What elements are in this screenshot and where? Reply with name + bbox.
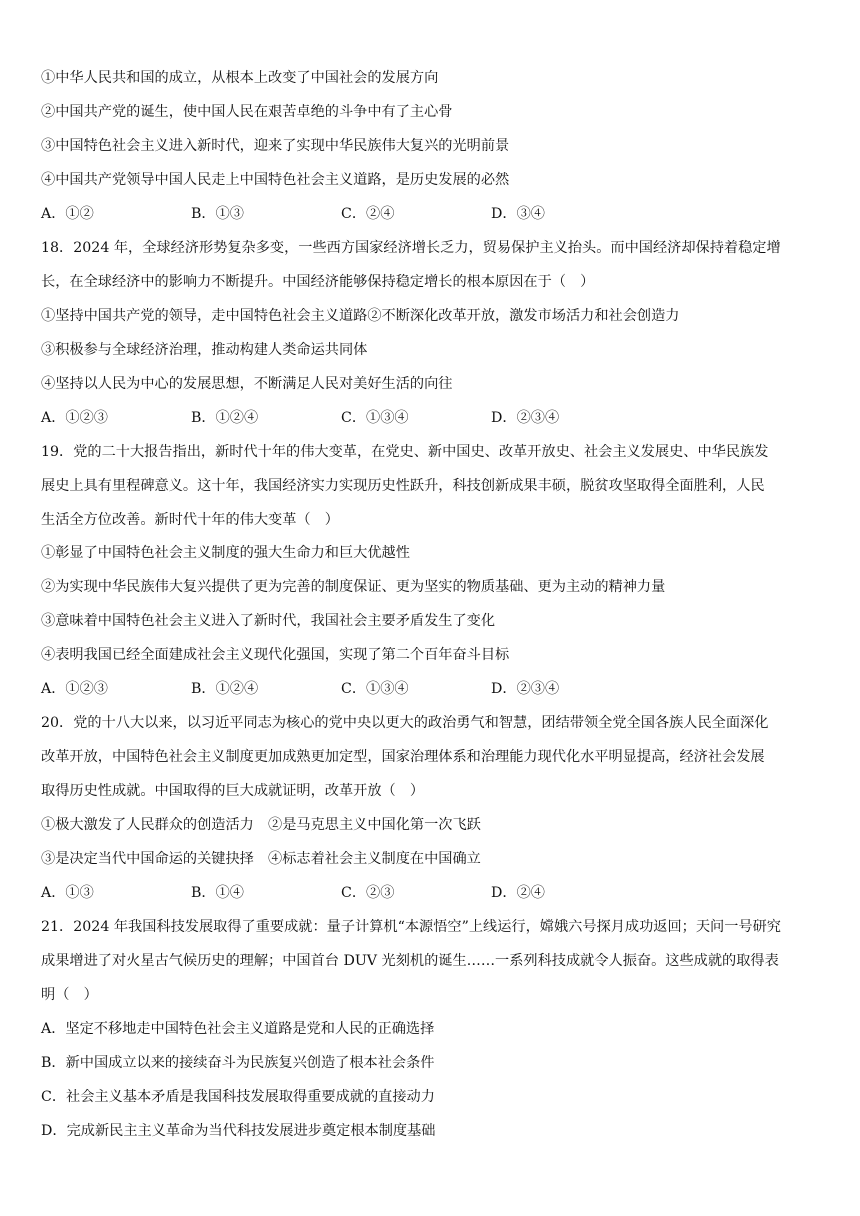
q21-stem-line-3: 明（ ） bbox=[41, 987, 98, 1003]
q20-stem-line-1: 20．党的十八大以来，以习近平同志为核心的党中央以更大的政治勇气和智慧，团结带领全党全国各族人民全面深化 bbox=[41, 715, 769, 731]
q19-option-c[interactable]: C．①③④ bbox=[341, 681, 409, 697]
q18-statement-3: ④坚持以人民为中心的发展思想，不断满足人民对美好生活的向往 bbox=[41, 376, 453, 392]
q18-option-a[interactable]: A．①②③ bbox=[41, 410, 108, 426]
q19-options bbox=[41, 679, 831, 699]
q20-option-c[interactable]: C．②③ bbox=[341, 885, 395, 901]
q18-statement-1: ①坚持中国共产党的领导，走中国特色社会主义道路②不断深化改革开放，激发市场活力和社会创造力 bbox=[41, 308, 680, 324]
q21-option-c[interactable]: C．社会主义基本矛盾是我国科技发展取得重要成就的直接动力 bbox=[41, 1089, 435, 1105]
q18-option-c[interactable]: C．①③④ bbox=[341, 410, 409, 426]
q20-statement-1: ①极大激发了人民群众的创造活力 ②是马克思主义中国化第一次飞跃 bbox=[41, 817, 481, 833]
q19-statement-2: ②为实现中华民族伟大复兴提供了更为完善的制度保证、更为坚实的物质基础、更为主动的精神力量 bbox=[41, 579, 666, 595]
q19-option-a[interactable]: A．①②③ bbox=[41, 681, 108, 697]
q19-option-b[interactable]: B．①②④ bbox=[191, 681, 259, 697]
q20-options bbox=[41, 883, 831, 903]
q21-stem-line-2: 成果增进了对火星古气候历史的理解；中国首台 DUV 光刻机的诞生……一系列科技成就令人振奋。这些成就的取得表 bbox=[41, 953, 779, 969]
q17-option-c[interactable]: C．②④ bbox=[341, 206, 395, 222]
q17-option-b[interactable]: B．①③ bbox=[191, 206, 244, 222]
q21-stem-line-1: 21．2024 年我国科技发展取得了重要成就：量子计算机“本源悟空”上线运行，嫦娥六号探月成功返回；天问一号研究 bbox=[41, 919, 781, 935]
q17-options bbox=[41, 204, 831, 224]
q19-stem-line-3: 生活全方位改善。新时代十年的伟大变革（ ） bbox=[41, 512, 339, 528]
q17-statement-2: ②中国共产党的诞生，使中国人民在艰苦卓绝的斗争中有了主心骨 bbox=[41, 104, 453, 120]
q20-stem-line-3: 取得历史性成就。中国取得的巨大成就证明，改革开放（ ） bbox=[41, 783, 425, 799]
q20-option-a[interactable]: A．①③ bbox=[41, 885, 94, 901]
q21-option-a[interactable]: A．坚定不移地走中国特色社会主义道路是党和人民的正确选择 bbox=[41, 1021, 435, 1037]
q19-statement-1: ①彰显了中国特色社会主义制度的强大生命力和巨大优越性 bbox=[41, 545, 410, 561]
q21-option-b[interactable]: B．新中国成立以来的接续奋斗为民族复兴创造了根本社会条件 bbox=[41, 1055, 435, 1071]
q17-option-d[interactable]: D．③④ bbox=[491, 206, 545, 222]
q20-statement-2: ③是决定当代中国命运的关键抉择 ④标志着社会主义制度在中国确立 bbox=[41, 851, 481, 867]
q18-stem-line-2: 长，在全球经济中的影响力不断提升。中国经济能够保持稳定增长的根本原因在于（ ） bbox=[41, 274, 595, 290]
q19-stem-line-2: 展史上具有里程碑意义。这十年，我国经济实力实现历史性跃升，科技创新成果丰硕，脱贫攻坚取得全面胜利，人民 bbox=[41, 478, 765, 494]
q17-option-a[interactable]: A．①② bbox=[41, 206, 94, 222]
q17-statement-4: ④中国共产党领导中国人民走上中国特色社会主义道路，是历史发展的必然 bbox=[41, 172, 510, 188]
q17-statement-1: ①中华人民共和国的成立，从根本上改变了中国社会的发展方向 bbox=[41, 70, 439, 86]
q21-option-d[interactable]: D．完成新民主主义革命为当代科技发展进步奠定根本制度基础 bbox=[41, 1123, 436, 1139]
q20-option-b[interactable]: B．①④ bbox=[191, 885, 244, 901]
q20-option-d[interactable]: D．②④ bbox=[491, 885, 545, 901]
q19-option-d[interactable]: D．②③④ bbox=[491, 681, 560, 697]
q18-statement-2: ③积极参与全球经济治理，推动构建人类命运共同体 bbox=[41, 342, 368, 358]
q19-statement-3: ③意味着中国特色社会主义进入了新时代，我国社会主要矛盾发生了变化 bbox=[41, 613, 496, 629]
q18-option-d[interactable]: D．②③④ bbox=[491, 410, 560, 426]
q18-options bbox=[41, 408, 831, 428]
q18-stem-line-1: 18．2024 年，全球经济形势复杂多变，一些西方国家经济增长乏力，贸易保护主义抬头。而中国经济却保持着稳定增 bbox=[41, 240, 781, 256]
q19-statement-4: ④表明我国已经全面建成社会主义现代化强国，实现了第二个百年奋斗目标 bbox=[41, 647, 510, 663]
q17-statement-3: ③中国特色社会主义进入新时代，迎来了实现中华民族伟大复兴的光明前景 bbox=[41, 138, 510, 154]
q19-stem-line-1: 19．党的二十大报告指出，新时代十年的伟大变革，在党史、新中国史、改革开放史、社会主义发展史、中华民族发 bbox=[41, 444, 769, 460]
q18-option-b[interactable]: B．①②④ bbox=[191, 410, 259, 426]
q20-stem-line-2: 改革开放，中国特色社会主义制度更加成熟更加定型，国家治理体系和治理能力现代化水平明显提高，经济社会发展 bbox=[41, 749, 765, 765]
